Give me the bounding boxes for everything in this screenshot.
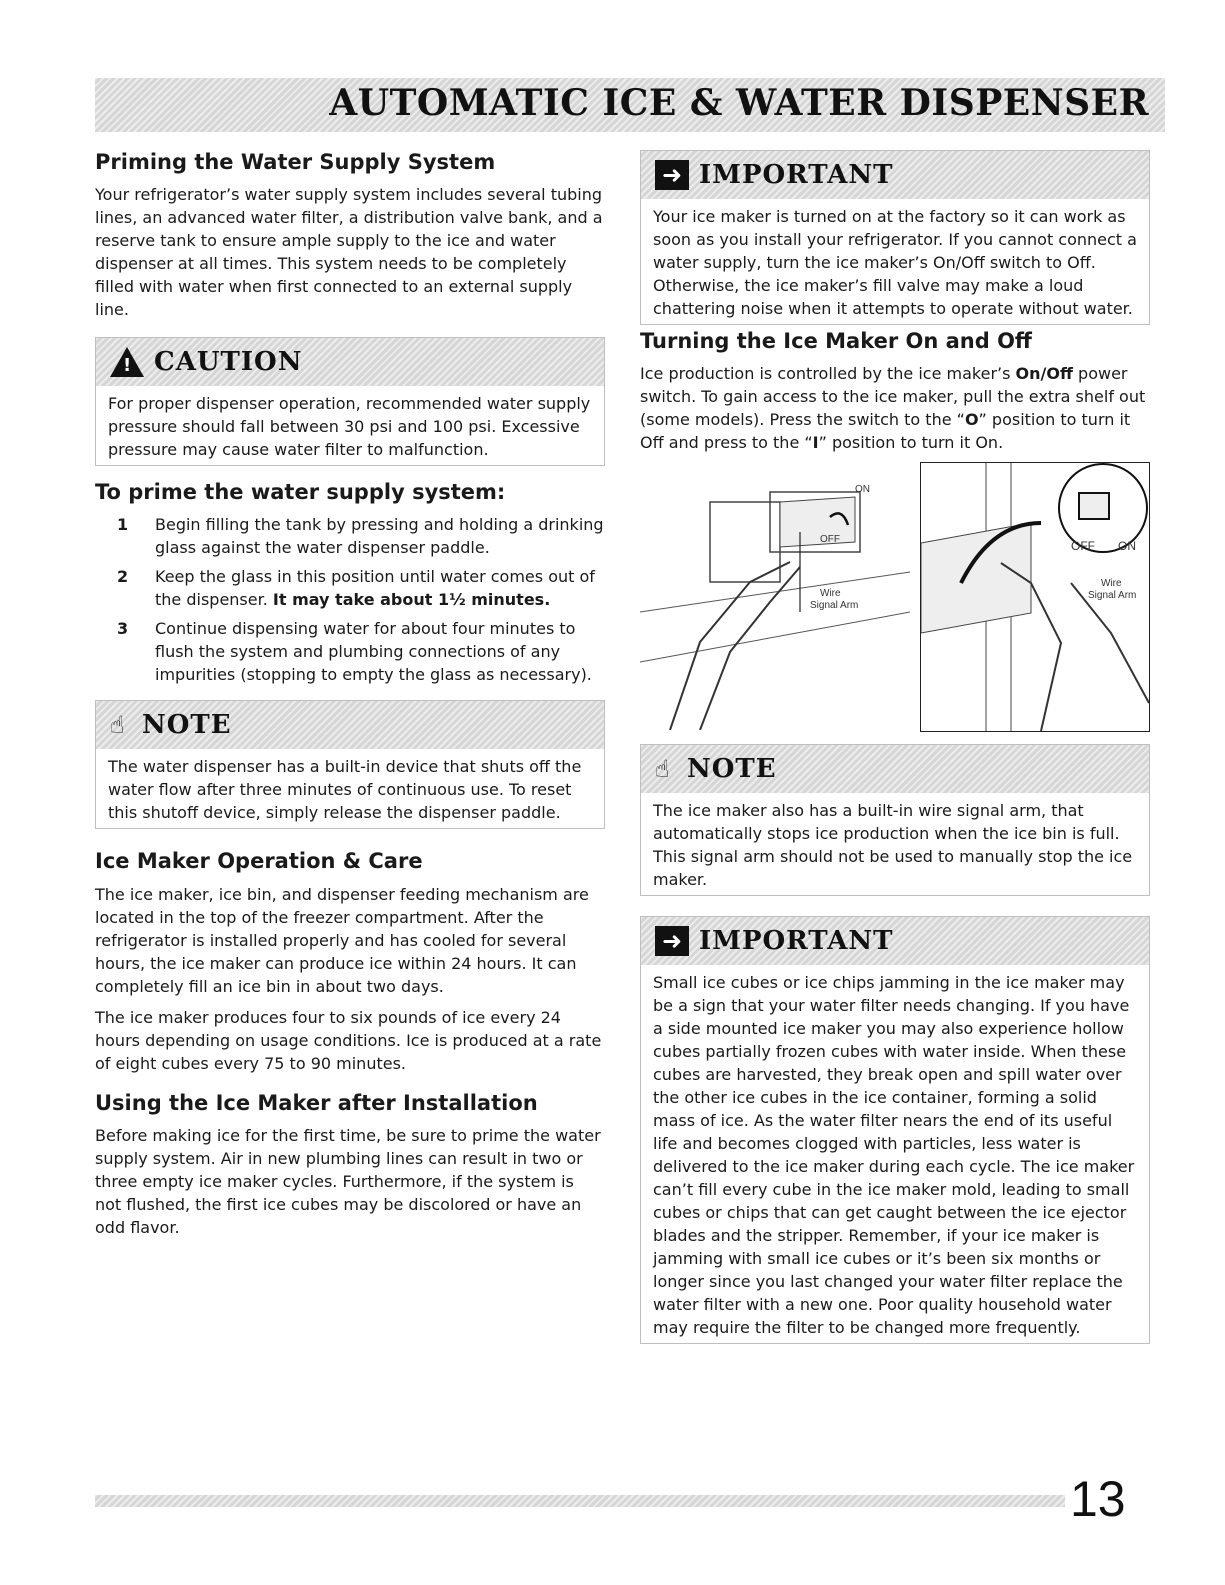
note-label: NOTE (142, 710, 232, 741)
arrow-right-icon: ➜ (655, 926, 689, 956)
important-header (641, 151, 1149, 199)
priming-body: Your refrigerator’s water supply system includes several tubing lines, an advanced water filter, a distribution valve bank, and a reserve tank to ensure ample supply to the ice and water dispenser at all times. This system needs to be completely filled with water when first connected to an external supply line. (95, 185, 603, 320)
note-header (641, 745, 1149, 793)
important-box-2 (640, 916, 1150, 1344)
turning-text: ” position to turn it Off and press to the “ (640, 410, 1131, 453)
step-number: 3 (117, 619, 129, 639)
step-text-wrap (147, 565, 605, 611)
note-box-right (640, 744, 1150, 896)
important-body: Your ice maker is turned on at the factory so it can work as soon as you install your refrigerator. If you cannot connect a water supply, turn the ice maker’s On/Off switch to Off. Otherwise, the ice maker’s fill valve may make a loud chattering noise when it attempts to operate without water. (653, 207, 1137, 318)
right-column (640, 150, 1150, 1358)
important-body-wrap (641, 965, 1149, 1343)
note-body-wrap (641, 793, 1149, 895)
arrow-right-icon: ➜ (655, 160, 689, 190)
important-header (641, 917, 1149, 965)
important-box-1 (640, 150, 1150, 325)
operation-p2: The ice maker produces four to six pounds of ice every 24 hours depending on usage conditions. Ice is produced at a rate of eight cubes every 75 to 90 minutes. (95, 1007, 602, 1073)
step-text: Begin filling the tank by pressing and holding a drinking glass against the water dispenser paddle. (155, 515, 604, 558)
figure-ice-maker-switch (920, 462, 1150, 732)
warning-icon (110, 347, 144, 377)
caution-box (95, 337, 605, 466)
step-text: Continue dispensing water for about four minutes to flush the system and plumbing connections of any impurities (stopping to empty the glass as necessary). (155, 619, 592, 685)
note-label: NOTE (687, 754, 777, 785)
turning-text: ” position to turn it On. (818, 433, 1004, 453)
list-item (95, 513, 605, 559)
ice-maker-figures (640, 462, 1150, 732)
note-body: The water dispenser has a built-in device that shuts off the water flow after three minutes of continuous use. To reset this shutoff device, simply release the dispenser paddle. (108, 757, 582, 823)
important-label: IMPORTANT (699, 160, 894, 190)
page-title: AUTOMATIC ICE & WATER DISPENSER (329, 82, 1149, 124)
figure-b-on-label: ON (1118, 539, 1136, 554)
step-number: 1 (117, 515, 129, 535)
important-body: Small ice cubes or ice chips jamming in the ice maker may be a sign that your water filter needs changing. If you have a side mounted ice maker you may also experience hollow cubes partially frozen cubes with water inside. When these cubes are harvested, they break open and spill water over the other ice cubes in the ice container, forming a solid mass of ice. As the water filter nears the end of its useful life and becomes clogged with particles, less water is delivered to the ice maker during each cycle. The ice maker can’t fill every cube in the ice maker mold, leading to small cubes or chips that can get caught between the ice ejector blades and the stripper. Remember, if your ice maker is jamming with small ice cubes or it’s been six months or longer since you last changed your water filter replace the water filter with a new one. Poor quality household water may require the filter to be changed more frequently. (653, 973, 1135, 1338)
figure-ice-maker-front (640, 462, 910, 730)
hand-pointer-icon: ☝ (110, 711, 125, 740)
step-emphasis: It may take about 1½ minutes. (272, 590, 551, 610)
important-body-wrap (641, 199, 1149, 324)
note-body-wrap (96, 749, 604, 828)
turning-heading: Turning the Ice Maker On and Off (640, 329, 1032, 353)
caution-header (96, 338, 604, 386)
step-number: 2 (117, 567, 129, 587)
figure-a-signal-label: Signal Arm (810, 600, 859, 612)
step-text: Keep the glass in this position until water comes out of the dispenser. (155, 567, 595, 610)
list-item (95, 565, 605, 611)
operation-p1: The ice maker, ice bin, and dispenser feeding mechanism are located in the top of the freezer compartment. After the refrigerator is installed properly and has cooled for several hours, the ice maker can produce ice within 24 hours. It can completely fill an ice bin in about two days. (95, 884, 589, 996)
left-column (95, 150, 605, 1247)
prime-steps-heading: To prime the water supply system: (95, 480, 506, 505)
switch-label: On/Off (1015, 364, 1073, 384)
note-header (96, 701, 604, 749)
turning-text: power switch. To gain access to the ice maker, pull the extra shelf out (some models). Press the switch to the “ (640, 364, 1146, 430)
figure-b-wire-label: Wire (1101, 578, 1122, 590)
o-position: O (964, 410, 979, 430)
hand-pointer-icon: ☝ (655, 755, 670, 784)
turning-body (640, 362, 1150, 454)
i-position: I (812, 433, 819, 453)
figure-a-wire-label: Wire (820, 588, 841, 600)
footer-band (95, 1495, 1065, 1507)
turning-text: Ice production is controlled by the ice maker’s (640, 364, 1016, 384)
header-band (95, 78, 1165, 132)
operation-heading: Ice Maker Operation & Care (95, 849, 423, 874)
after-install-body: Before making ice for the first time, be sure to prime the water supply system. Air in new plumbing lines can result in two or three empty ice maker cycles. Furthermore, if the system is not flushed, the first ice cubes may be discolored or have an odd flavor. (95, 1125, 601, 1237)
ice-maker-front-illustration (640, 462, 910, 730)
caution-body-wrap (96, 386, 604, 465)
page-number: 13 (1070, 1471, 1126, 1527)
figure-b-signal-label: Signal Arm (1088, 590, 1137, 602)
figure-b-off-label: OFF (1071, 539, 1095, 554)
list-item (95, 617, 605, 686)
figure-a-on-label: ON (855, 484, 870, 496)
after-install-heading: Using the Ice Maker after Installation (95, 1090, 538, 1115)
important-label: IMPORTANT (699, 926, 894, 957)
note-box-left (95, 700, 605, 829)
note-body: The ice maker also has a built-in wire signal arm, that automatically stops ice production when the ice bin is full. This signal arm should not be used to manually stop the ice maker. (653, 801, 1133, 890)
caution-body: For proper dispenser operation, recommended water supply pressure should fall between 30 psi and 100 psi. Excessive pressure may cause water filter to malfunction. (108, 394, 591, 460)
figure-a-off-label: OFF (820, 534, 840, 546)
caution-label: CAUTION (154, 347, 303, 378)
priming-heading: Priming the Water Supply System (95, 150, 496, 174)
prime-steps-list (95, 513, 605, 686)
